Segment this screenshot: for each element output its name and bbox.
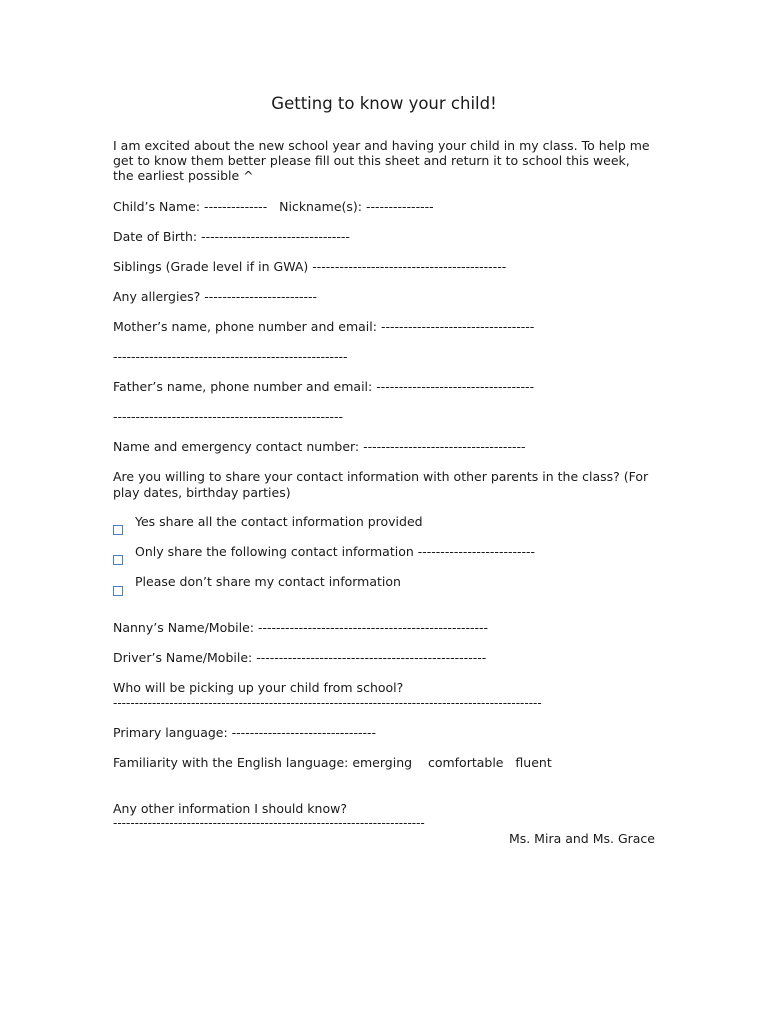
mother-info-field[interactable]: Mother’s name, phone number and email: ---------------------------------- bbox=[113, 319, 535, 334]
mother-info-line[interactable]: ---------------------------------------------------- bbox=[113, 349, 348, 364]
primary-language-field[interactable]: Primary language: -------------------------------- bbox=[113, 725, 376, 740]
intro-line: the earliest possible ^ bbox=[113, 168, 254, 183]
nanny-field[interactable]: Nanny’s Name/Mobile: --------------------------------------------------- bbox=[113, 620, 489, 635]
share-none-checkbox[interactable] bbox=[113, 586, 123, 596]
share-none-label: Please don’t share my contact information bbox=[135, 574, 401, 589]
pickup-line[interactable]: --------------------------------------------------------------------------------------------------- bbox=[113, 696, 542, 710]
child-name-field[interactable]: Child’s Name: -------------- Nickname(s): --------------- bbox=[113, 199, 434, 214]
share-question: play dates, birthday parties) bbox=[113, 485, 291, 500]
share-partial-checkbox[interactable] bbox=[113, 555, 123, 565]
pickup-question: Who will be picking up your child from school? bbox=[113, 680, 404, 695]
other-info-question: Any other information I should know? bbox=[113, 801, 347, 816]
intro-line: get to know them better please fill out this sheet and return it to school this week, bbox=[113, 153, 630, 168]
share-question: Are you willing to share your contact information with other parents in the class? (For bbox=[113, 469, 649, 484]
share-partial-label: Only share the following contact information -------------------------- bbox=[135, 544, 536, 559]
english-familiarity-field[interactable]: Familiarity with the English language: emerging comfortable fluent bbox=[113, 755, 552, 770]
intro-line: I am excited about the new school year and having your child in my class. To help me bbox=[113, 138, 650, 153]
date-of-birth-field[interactable]: Date of Birth: --------------------------------- bbox=[113, 229, 350, 244]
signature: Ms. Mira and Ms. Grace bbox=[508, 831, 655, 846]
other-info-line[interactable]: ------------------------------------------------------------------------ bbox=[113, 816, 425, 830]
share-all-checkbox[interactable] bbox=[113, 525, 123, 535]
allergies-field[interactable]: Any allergies? ------------------------- bbox=[113, 289, 318, 304]
siblings-field[interactable]: Siblings (Grade level if in GWA) ------------------------------------------- bbox=[113, 259, 507, 274]
intro-paragraph bbox=[113, 138, 673, 183]
driver-field[interactable]: Driver’s Name/Mobile: --------------------------------------------------- bbox=[113, 650, 487, 665]
father-info-field[interactable]: Father’s name, phone number and email: ----------------------------------- bbox=[113, 379, 535, 394]
page-title: Getting to know your child! bbox=[271, 94, 497, 113]
share-all-label: Yes share all the contact information provided bbox=[135, 514, 423, 529]
father-info-line[interactable]: --------------------------------------------------- bbox=[113, 409, 344, 424]
emergency-contact-field[interactable]: Name and emergency contact number: ------------------------------------ bbox=[113, 439, 526, 454]
